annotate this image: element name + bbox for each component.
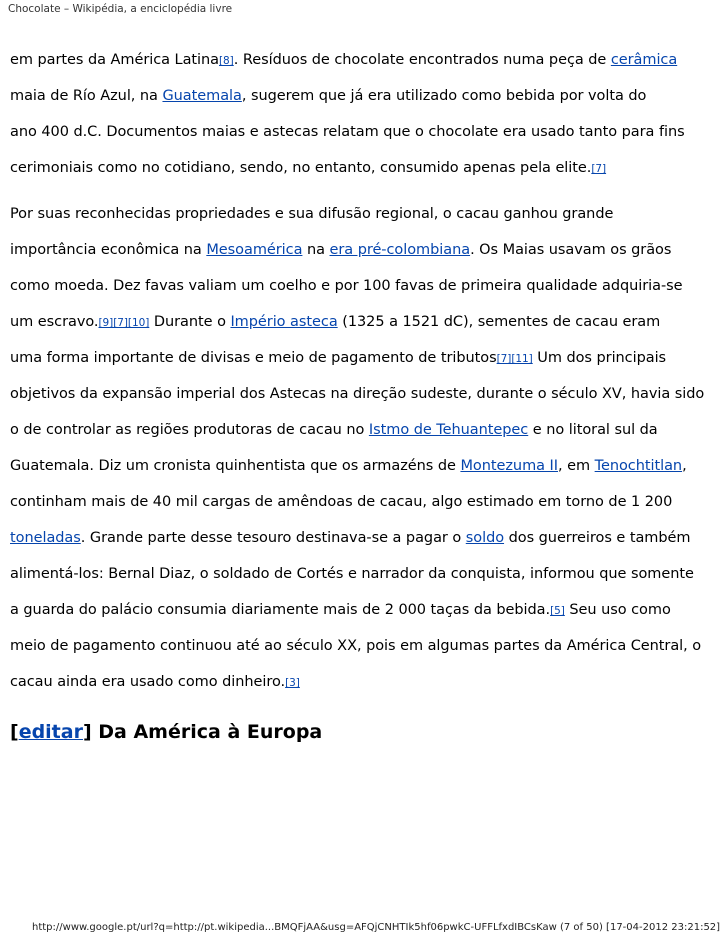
text-run: dos guerreiros e também	[504, 530, 691, 546]
link-ceramica[interactable]: cerâmica	[610, 52, 678, 68]
section-heading	[10, 714, 726, 750]
text-line: objetivos da expansão imperial dos Astecas na direção sudeste, durante o século XV, havia sido	[10, 386, 705, 402]
text-line: como moeda. Dez favas valiam um coelho e por 100 favas de primeira qualidade adquiria-se	[10, 278, 683, 294]
text-run: (1325 a 1521 dC), sementes de cacau eram	[337, 314, 661, 330]
reference-link-7[interactable]: [7]	[591, 163, 607, 175]
text-line	[10, 42, 726, 78]
text-run: ,	[682, 458, 687, 474]
text-run: um escravo.	[10, 314, 99, 330]
text-line	[10, 232, 726, 268]
text-run: na	[302, 242, 330, 258]
link-soldo[interactable]: soldo	[465, 530, 505, 546]
text-run: , sugerem que já era utilizado como bebida por volta do	[241, 88, 647, 104]
text-line: continham mais de 40 mil cargas de amêndoas de cacau, algo estimado em torno de 1 200	[10, 494, 673, 510]
text-line: alimentá-los: Bernal Diaz, o soldado de Cortés e narrador da conquista, informou que somente	[10, 566, 694, 582]
text-line: ano 400 d.C. Documentos maias e astecas relatam que o chocolate era usado tanto para fins	[10, 124, 685, 140]
text-line	[10, 340, 726, 376]
text-run: e no litoral sul da	[528, 422, 658, 438]
text-run: . Resíduos de chocolate encontrados numa peça de	[233, 52, 611, 68]
text-run: Guatemala. Diz um cronista quinhentista que os armazéns de	[10, 458, 461, 474]
text-line: meio de pagamento continuou até ao século XX, pois em algumas partes da América Central, o	[10, 638, 702, 654]
link-montezuma-ii[interactable]: Montezuma II	[460, 458, 558, 474]
text-line	[10, 304, 726, 340]
reference-link-8[interactable]: [8]	[219, 55, 234, 67]
reference-links-9-7-10[interactable]: [9][7][10]	[98, 317, 150, 329]
edit-section-link[interactable]: editar	[18, 721, 83, 743]
text-run: a guarda do palácio consumia diariamente mais de 2 000 taças da bebida.	[10, 602, 551, 618]
article-body	[10, 42, 726, 750]
link-era-pre-colombiana[interactable]: era pré-colombiana	[329, 242, 471, 258]
text-run: uma forma importante de divisas e meio de pagamento de tributos	[10, 350, 497, 366]
text-line	[10, 78, 726, 114]
text-run: em partes da América Latina	[10, 52, 219, 68]
page-header-title: Chocolate – Wikipédia, a enciclopédia livre	[8, 3, 233, 15]
text-line	[10, 520, 726, 556]
reference-link-3[interactable]: [3]	[285, 677, 300, 689]
text-line	[10, 412, 726, 448]
text-run: Durante o	[149, 314, 231, 330]
text-line	[10, 664, 726, 700]
reference-link-5[interactable]: [5]	[550, 605, 565, 617]
text-run: Seu uso como	[564, 602, 671, 618]
text-run: cacau ainda era usado como dinheiro.	[10, 674, 286, 690]
bracket-close: ]	[82, 721, 92, 743]
text-line	[10, 150, 726, 186]
link-guatemala[interactable]: Guatemala	[162, 88, 242, 104]
text-line	[10, 448, 726, 484]
bracket-open: [	[10, 721, 19, 743]
text-run: importância econômica na	[10, 242, 207, 258]
link-istmo-de-tehuantepec[interactable]: Istmo de Tehuantepec	[368, 422, 529, 438]
section-title: Da América à Europa	[91, 721, 323, 743]
text-run: . Os Maias usavam os grãos	[470, 242, 672, 258]
text-line	[10, 592, 726, 628]
text-run: maia de Río Azul, na	[10, 88, 163, 104]
text-line: Por suas reconhecidas propriedades e sua difusão regional, o cacau ganhou grande	[10, 206, 614, 222]
text-run: o de controlar as regiões produtoras de cacau no	[10, 422, 369, 438]
link-tenochtitlan[interactable]: Tenochtitlan	[594, 458, 683, 474]
link-imperio-asteca[interactable]: Império asteca	[230, 314, 338, 330]
link-mesoamerica[interactable]: Mesoamérica	[206, 242, 303, 258]
page-footer-url: http://www.google.pt/url?q=http://pt.wikipedia...BMQFjAA&usg=AFQjCNHTIk5hf06pwkC-UFFLfxdIBCsKaw (7 of 50) [17-04-2012 23:21:52]	[32, 922, 721, 933]
text-run: cerimoniais como no cotidiano, sendo, no entanto, consumido apenas pela elite.	[10, 160, 592, 176]
text-run: Um dos principais	[532, 350, 667, 366]
reference-links-7-11[interactable]: [7][11]	[496, 353, 533, 365]
text-run: . Grande parte desse tesouro destinava-se a pagar o	[80, 530, 466, 546]
link-toneladas[interactable]: toneladas	[10, 530, 81, 546]
text-run: , em	[558, 458, 595, 474]
